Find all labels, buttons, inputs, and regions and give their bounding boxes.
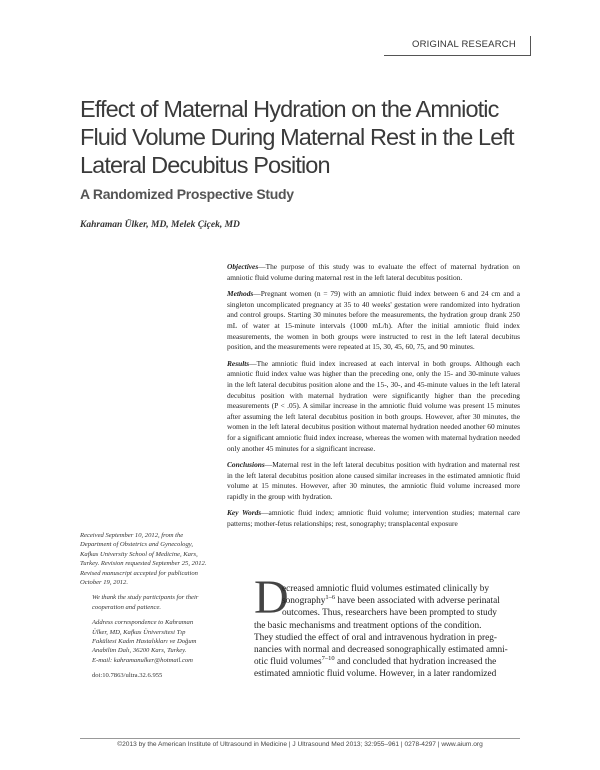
- abstract-results-text: —The amniotic fluid index increased at each interval in both groups. Although each amniotic fluid index value was higher than the preceding one, only the 15- and 30-minute values in the left lateral decubitus position alone and the 15-, 30-, and 45-minute values in the left lateral decubitus position with maternal hydration were significantly higher than the preceding measurements (P < .05). A similar increase in the amniotic fluid volume was present 15 minutes after assuming the left lateral decubitus position in both groups. However, after 30 minutes, the women in the left lateral decubitus position without maternal hydration needed another 60 minutes for a significant amniotic fluid index increase, whereas the women with maternal hydration needed only another 45 minutes for a significant increase.: [227, 358, 520, 453]
- intro-line: [254, 595, 520, 607]
- correspondence-note: [80, 618, 208, 665]
- section-label: ORIGINAL RESEARCH: [412, 39, 516, 50]
- abstract-keywords-head: Key Words: [227, 508, 262, 518]
- intro-text: sonography: [282, 596, 326, 607]
- intro-text: and concluded that hydration increased the: [336, 657, 497, 668]
- intro-citation: 1–6: [325, 595, 336, 602]
- article-notes: [80, 531, 208, 687]
- footer-rule: [80, 738, 520, 739]
- received-note: Received September 10, 2012, from the Department of Obstetrics and Gynecology, Kafkas University School of Medicine, Kars, Turkey. Revision requested September 25, 2012. Revised manuscript accepted for publication October 19, 2012.: [80, 532, 207, 587]
- intro-citation: 7–10: [321, 656, 335, 663]
- correspondence-email: E-mail: kahramanulker@hotmail.com: [92, 656, 193, 664]
- abstract-results: [227, 359, 520, 454]
- abstract-results-head: Results: [227, 358, 250, 368]
- intro-line: the basic mechanisms and treatment options of the condition.: [254, 620, 482, 631]
- abstract-objectives: [227, 262, 520, 283]
- intro-line: [254, 656, 520, 668]
- doi-note: doi:10.7863/ultra.32.6.955: [92, 672, 163, 680]
- intro-line: outcomes. Thus, researchers have been prompted to study: [282, 608, 497, 619]
- intro-paragraph: [254, 583, 520, 681]
- article-authors: Kahraman Ülker, MD, Melek Çiçek, MD: [80, 220, 240, 230]
- intro-line: ecreased amniotic fluid volumes estimated clinically by: [282, 584, 490, 594]
- abstract-keywords: [227, 508, 520, 529]
- thanks-note: We thank the study participants for their cooperation and patience.: [92, 594, 199, 611]
- abstract: [227, 262, 520, 536]
- abstract-conclusions-text: —Maternal rest in the left lateral decubitus position with hydration and maternal rest in the left lateral decubitus position alone caused similar increases in the estimated amniotic fluid volume at 15 minutes. However, after 30 minutes, the amniotic fluid volume increased more rapidly in the group with hydration.: [227, 460, 520, 501]
- abstract-conclusions-head: Conclusions: [227, 460, 265, 470]
- abstract-objectives-text: —The purpose of this study was to evaluate the effect of maternal hydration on amniotic fluid volume during maternal rest in the left lateral decubitus position.: [227, 262, 520, 282]
- correspondence-address: Address correspondence to Kahraman Ülker, MD, Kafkas Üniversitesi Tıp Fakültesi Kadın Hastalıkları ve Doğum Anabilim Dalı, 36200 Kars, Turkey.: [92, 619, 197, 655]
- intro-line: estimated amniotic fluid volume. However, in a later randomized: [254, 669, 497, 680]
- article-subtitle: A Randomized Prospective Study: [80, 186, 294, 202]
- intro-text: otic fluid volumes: [254, 657, 322, 668]
- page-footer: ©2013 by the American Institute of Ultrasound in Medicine | J Ultrasound Med 2013; 32:955–961 | 0278-4297 | www.aium.org: [117, 741, 483, 748]
- abstract-methods-text: —Pregnant women (n = 79) with an amniotic fluid index between 6 and 24 cm and a singleton uncomplicated pregnancy at 35 to 40 weeks' gestation were randomized into hydration and control groups. Starting 30 minutes before the measurements, the hydration group drank 250 mL of water at 15-minute intervals (1000 mL/h). After the initial amniotic fluid index measurements, the women in both groups were instructed to rest in the left lateral decubitus position, and the measurements were repeated at 15, 30, 45, 60, 75, and 90 minutes.: [227, 289, 520, 352]
- abstract-conclusions: [227, 460, 520, 502]
- article-title: Effect of Maternal Hydration on the Amniotic Fluid Volume During Maternal Rest in the Left Lateral Decubitus Position: [80, 96, 514, 178]
- intro-text: have been associated with adverse perinatal: [337, 596, 500, 607]
- abstract-keywords-text: —amniotic fluid index; amniotic fluid volume; intervention studies; maternal care patterns; mother-fetus relationships; rest, sonography; transplacental exposure: [227, 508, 520, 529]
- abstract-methods-head: Methods: [227, 289, 254, 299]
- intro-line: They studied the effect of oral and intravenous hydration in preg-: [254, 632, 498, 643]
- abstract-objectives-head: Objectives: [227, 262, 259, 271]
- intro-line: nancies with normal and decreased sonographically estimated amni-: [254, 645, 508, 656]
- abstract-methods: [227, 289, 520, 353]
- intro-dropcap: D: [254, 571, 289, 624]
